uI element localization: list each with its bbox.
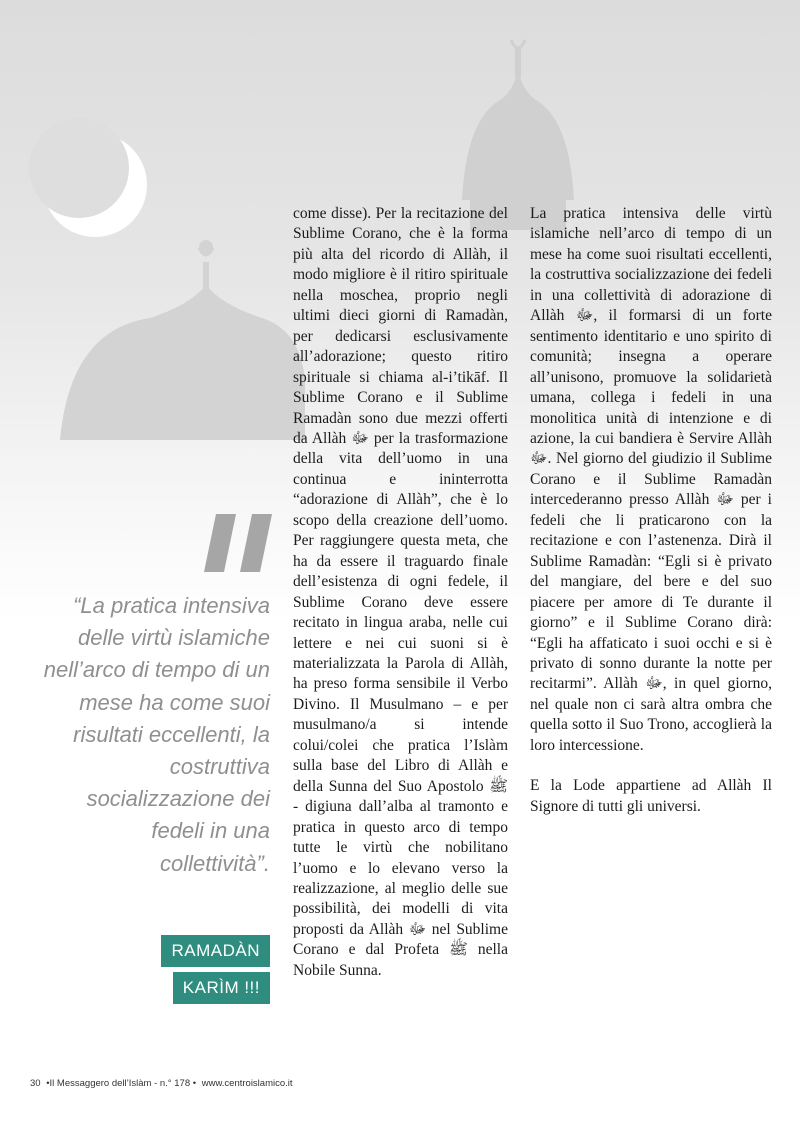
column-2-paragraph-1: La pratica intensiva delle virtù islamiche nell’arco di tempo di un mese ha come suoi risultati eccellenti, la costruttiva socializzazione dei fedeli in una collettività di adorazione di Allàh ﷻ, il formarsi di un forte sentimento identitario e uno spirito di comunità; insegna a operare all’unisono, promuove la solidarietà umana, collega i fedeli in una monolitica unità di intenzione e di azione, la cui bandiera è Servire Allàh ﷻ. Nel giorno del giudizio il Sublime Corano e il Sublime Ramadàn intercederanno presso Allàh ﷻ per i fedeli che li praticarono con la recitazione e con l’astenenza. Dirà il Sublime Ramadàn: “Egli si è privato del mangiare, del bere e del suo piacere per amore di Te durante il giorno” e il Sublime Corano dirà: “Egli ha affaticato i suoi occhi e si è privato di sonno durante la notte per recitarmi”. Allàh ﷻ, in quel giorno, nel quale non ci sarà altra ombra che quella sotto il Suo Trono, accoglierà la loro intercessione.: [530, 205, 772, 754]
page-number: 30: [30, 1078, 41, 1089]
left-dome-silhouette: [60, 240, 305, 440]
crescent-moon-icon: [29, 118, 147, 237]
website-link[interactable]: www.centroislamico.it: [201, 1078, 293, 1089]
column-2-paragraph-2: E la Lode appartiene ad Allàh Il Signore di tutti gli universi.: [530, 777, 772, 815]
body-column-2: [530, 204, 772, 837]
right-minaret-silhouette: [462, 40, 574, 230]
karim-badge: KARÌM !!!: [173, 972, 270, 1004]
page-footer: [30, 1078, 296, 1089]
body-column-1: [293, 204, 508, 1001]
pull-quote: “La pratica intensiva delle virtù islamiche nell’arco di tempo di un mese ha come suoi risultati eccellenti, la costruttiva socializzazione dei fedeli in una collettività”.: [43, 593, 270, 876]
ramadan-badge: RAMADÀN: [161, 935, 270, 967]
magazine-name: •Il Messaggero dell’Islàm - n.° 178 •: [46, 1078, 197, 1089]
column-1-paragraph: come disse). Per la recitazione del Sublime Corano, che è la forma più alta del ricordo di Allàh, il modo migliore è il ritiro spirituale nella moschea, proprio negli ultimi dieci giorni di Ramadàn, per dedicarsi esclusivamente all’adorazione; questo ritiro spirituale si chiama al-i’tikāf. Il Sublime Corano e il Sublime Ramadàn sono due mezzi offerti da Allàh ﷻ per la trasformazione della vita dell’uomo in una continua e ininterrotta “adorazione di Allàh”, che è lo scopo della creazione dell’uomo. Per raggiungere questa meta, che ha da essere il traguardo finale dell’esistenza di ogni fedele, il Sublime Corano deve essere recitato in lingua araba, nelle cui lettere e nei cui suoni si è materializzata la Parola di Allàh, ha preso forma sensibile il Verbo Divino. Il Musulmano – e per musulmano/a si intende colui/colei che pratica l’Islàm sulla base del Libro di Allàh e della Sunna del Suo Apostolo ﷺ - digiuna dall’alba al tramonto e pratica in questo arco di tempo tutte le virtù che nobilitano l’uomo e lo elevano verso la realizzazione, al meglio delle sue possibilità, dei modelli di vita proposti da Allàh ﷻ nel Sublime Corano e dal Profeta ﷺ nella Nobile Sunna.: [293, 205, 508, 979]
quote-mark-icon: [202, 514, 274, 572]
